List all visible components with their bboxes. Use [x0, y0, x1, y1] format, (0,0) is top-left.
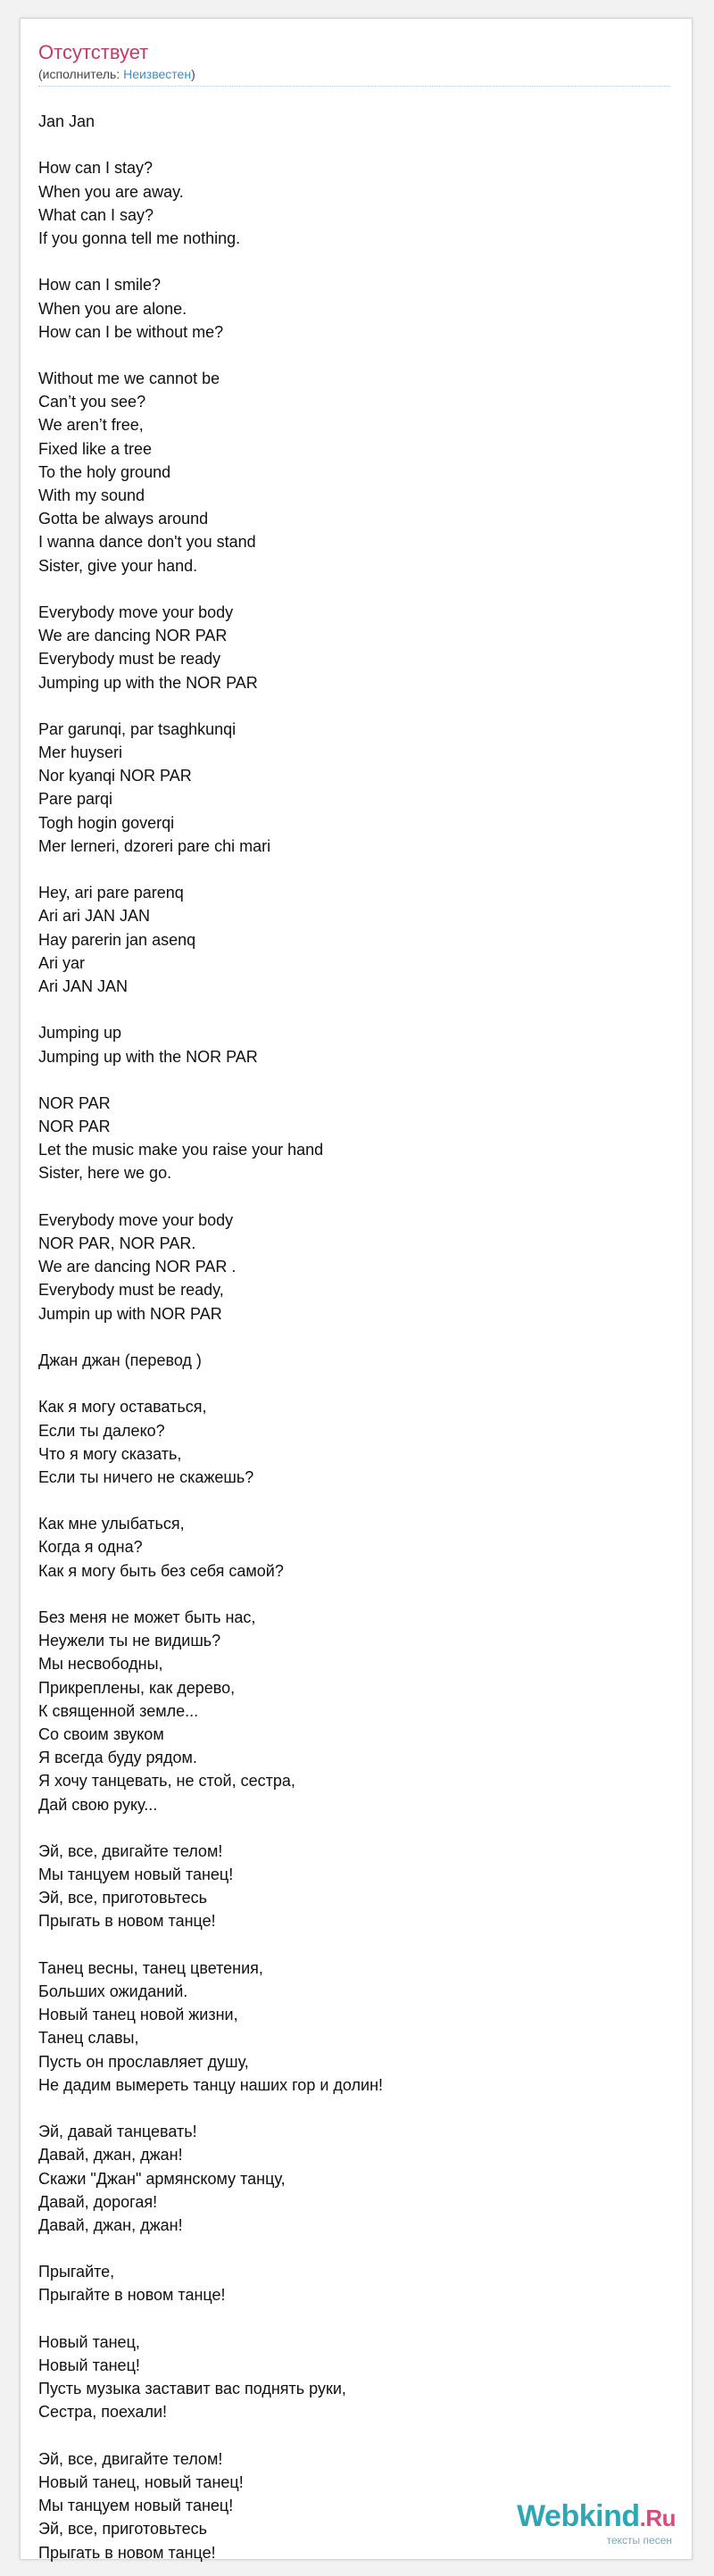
- lyric-line: Мы несвободны,: [38, 1655, 163, 1674]
- lyric-line: Let the music make you raise your hand: [38, 1141, 324, 1159]
- lyric-line: Скажи "Джан" армянскому танцу,: [38, 2169, 286, 2188]
- logo-main-text: Webkind: [517, 2499, 640, 2533]
- lyric-line: Everybody move your body: [38, 1210, 234, 1229]
- lyric-line: Дай свою руку...: [38, 1795, 158, 1814]
- stanza-break: [38, 858, 663, 881]
- lyric-line: Как я могу оставаться,: [38, 1398, 207, 1417]
- lyric-line: Togh hogin goverqi: [38, 813, 175, 832]
- stanza-break: [38, 1933, 663, 1957]
- lyric-line: Sister, here we go.: [38, 1164, 172, 1183]
- lyric-line: Эй, все, двигайте телом!: [38, 1841, 223, 1860]
- lyric-line: Ari JAN JAN: [38, 976, 129, 995]
- lyric-line: Прыгать в новом танце!: [38, 1912, 216, 1931]
- lyric-line: Новый танец,: [38, 2332, 140, 2351]
- lyric-line: Пусть музыка заставит вас поднять руки,: [38, 2380, 346, 2398]
- lyric-line: When you are alone.: [38, 299, 187, 318]
- lyric-line: Эй, все, приготовьтесь: [38, 1889, 207, 1907]
- lyric-line: How can I stay?: [38, 159, 154, 178]
- lyrics-text: [38, 110, 663, 2564]
- stanza-break: [38, 694, 663, 718]
- lyric-line: Неужели ты не видишь?: [38, 1632, 221, 1650]
- artist-suffix: ): [191, 67, 195, 81]
- lyric-line: NOR PAR, NOR PAR.: [38, 1234, 196, 1252]
- lyric-line: Как я могу быть без себя самой?: [38, 1561, 284, 1580]
- lyric-line: I wanna dance don't you stand: [38, 533, 256, 552]
- lyric-line: Gotta be always around: [38, 510, 209, 528]
- lyric-line: Больших ожиданий.: [38, 1982, 188, 2000]
- lyric-line: Давай, джан, джан!: [38, 2146, 183, 2165]
- lyric-line: What can I say?: [38, 205, 154, 224]
- stanza-break: [38, 998, 663, 1021]
- lyric-line: Everybody must be ready,: [38, 1281, 224, 1300]
- lyric-line: Jumpin up with NOR PAR: [38, 1304, 222, 1323]
- lyric-line: Прыгайте в новом танце!: [38, 2286, 226, 2305]
- lyric-line: Как мне улыбаться,: [38, 1515, 185, 1533]
- lyric-line: Что я могу сказать,: [38, 1444, 182, 1463]
- lyric-line: Если ты далеко?: [38, 1421, 165, 1440]
- lyric-line: Если ты ничего не скажешь?: [38, 1467, 254, 1486]
- stanza-break: [38, 1372, 663, 1395]
- stanza-break: [38, 1489, 663, 1512]
- lyric-line: To the holy ground: [38, 462, 171, 481]
- lyric-line: Давай, джан, джан!: [38, 2215, 183, 2234]
- stanza-break: [38, 2097, 663, 2120]
- stanza-break: [38, 2237, 663, 2260]
- lyric-line: Танец весны, танец цветения,: [38, 1958, 263, 1977]
- stanza-break: [38, 250, 663, 273]
- lyric-line: Jumping up with the NOR PAR: [38, 673, 258, 692]
- lyric-line: We aren’t free,: [38, 416, 144, 435]
- lyric-line: Jan Jan: [38, 112, 95, 130]
- lyric-line: Прикреплены, как дерево,: [38, 1678, 236, 1697]
- lyric-line: Sister, give your hand.: [38, 556, 198, 575]
- logo-tld: .Ru: [639, 2505, 676, 2531]
- artist-line: [38, 66, 670, 87]
- stanza-break: [38, 1816, 663, 1840]
- lyric-line: Прыгать в новом танце!: [38, 2543, 216, 2562]
- lyric-line: Прыгайте,: [38, 2263, 115, 2281]
- stanza-break: [38, 2424, 663, 2447]
- lyric-line: How can I be without me?: [38, 322, 224, 341]
- lyric-line: К священной земле...: [38, 1701, 199, 1720]
- lyric-line: Hay parerin jan asenq: [38, 930, 196, 949]
- logo-tagline: тексты песен: [606, 2534, 672, 2547]
- lyric-line: NOR PAR: [38, 1093, 111, 1112]
- stanza-break: [38, 1185, 663, 1209]
- lyrics-card: [20, 18, 693, 2560]
- lyric-line: Пусть он прославляет душу,: [38, 2052, 249, 2071]
- lyric-line: With my sound: [38, 486, 145, 504]
- lyric-line: Мы танцуем новый танец!: [38, 2497, 234, 2515]
- lyric-line: Fixed like a tree: [38, 439, 153, 458]
- lyric-line: Со своим звуком: [38, 1724, 164, 1743]
- lyric-line: Ari ari JAN JAN: [38, 907, 151, 926]
- artist-link[interactable]: Неизвестен: [123, 67, 192, 81]
- lyric-line: Par garunqi, par tsaghkunqi: [38, 719, 237, 738]
- lyric-line: We are dancing NOR PAR .: [38, 1258, 237, 1276]
- stanza-break: [38, 578, 663, 601]
- lyric-line: Pare parqi: [38, 790, 113, 809]
- stanza-break: [38, 344, 663, 367]
- stanza-break: [38, 1068, 663, 1092]
- lyric-line: Новый танец, новый танец!: [38, 2472, 244, 2491]
- lyric-line: Without me we cannot be: [38, 370, 220, 388]
- lyric-line: Everybody move your body: [38, 602, 234, 621]
- lyric-line: Эй, давай танцевать!: [38, 2123, 197, 2141]
- stanza-break: [38, 1583, 663, 1606]
- lyric-line: Танец славы,: [38, 2029, 139, 2048]
- lyric-line: Новый танец новой жизни,: [38, 2006, 238, 2024]
- stanza-break: [38, 1325, 663, 1349]
- lyric-line: Everybody must be ready: [38, 650, 221, 669]
- lyric-line: Сестра, поехали!: [38, 2403, 168, 2422]
- lyric-line: Mer lerneri, dzoreri pare chi mari: [38, 836, 271, 855]
- lyric-line: Джан джан (перевод ): [38, 1350, 202, 1369]
- lyric-line: Новый танец!: [38, 2356, 140, 2374]
- lyric-line: Mer huyseri: [38, 744, 123, 762]
- site-logo[interactable]: [517, 2500, 676, 2547]
- artist-prefix: (исполнитель:: [38, 67, 124, 81]
- lyric-line: Jumping up: [38, 1024, 122, 1043]
- lyric-line: Jumping up with the NOR PAR: [38, 1047, 258, 1066]
- lyric-line: Давай, дорогая!: [38, 2192, 158, 2211]
- lyric-line: Nor kyanqi NOR PAR: [38, 767, 192, 785]
- lyric-line: Без меня не может быть нас,: [38, 1608, 256, 1626]
- song-title: Отсутствует: [38, 41, 149, 63]
- lyric-line: Не дадим вымереть танцу наших гор и долин!: [38, 2075, 384, 2094]
- lyric-line: NOR PAR: [38, 1118, 111, 1136]
- stanza-break: [38, 133, 663, 156]
- lyric-line: Эй, все, двигайте телом!: [38, 2449, 223, 2468]
- lyric-line: If you gonna tell me nothing.: [38, 229, 241, 247]
- lyric-line: We are dancing NOR PAR: [38, 627, 228, 645]
- lyric-line: Эй, все, приготовьтесь: [38, 2520, 207, 2539]
- lyric-line: Can’t you see?: [38, 393, 146, 411]
- stanza-break: [38, 2307, 663, 2331]
- lyric-line: Мы танцуем новый танец!: [38, 1866, 234, 1884]
- lyric-line: How can I smile?: [38, 276, 162, 295]
- lyric-line: Когда я одна?: [38, 1538, 143, 1557]
- lyric-line: Я всегда буду рядом.: [38, 1749, 197, 1767]
- lyric-line: When you are away.: [38, 182, 184, 201]
- lyric-line: Ari yar: [38, 953, 86, 972]
- lyric-line: Hey, ari pare parenq: [38, 884, 184, 902]
- lyric-line: Я хочу танцевать, не стой, сестра,: [38, 1772, 295, 1791]
